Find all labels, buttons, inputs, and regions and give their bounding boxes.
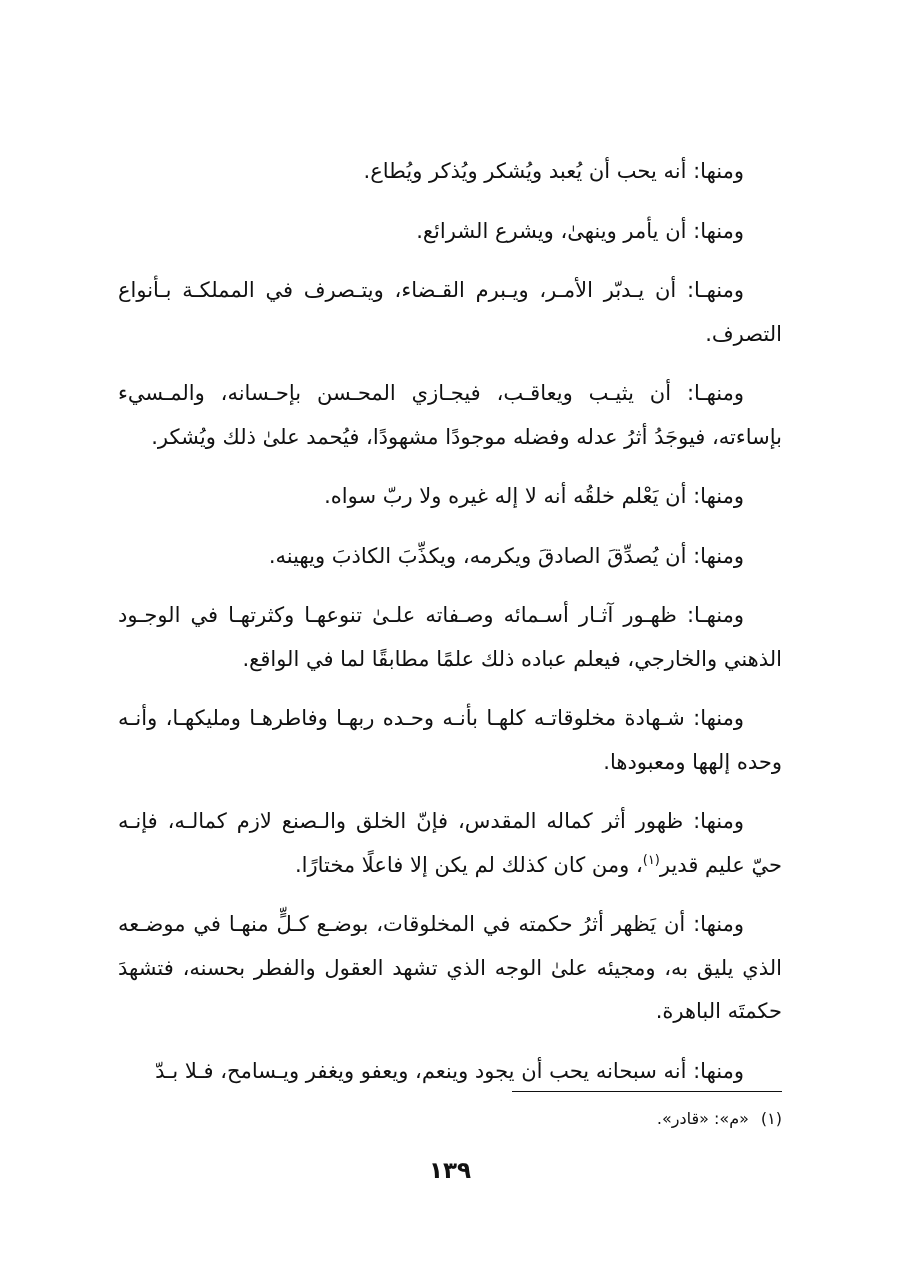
paragraph-9-text-start: ومنها: ظهور أثر كماله المقدس، فإنّ الخلق والـصنع لازم كمالـه، فإنـه حيّ عليم قدير: [118, 809, 782, 877]
paragraph-2: ومنها: أن يأمر وينهىٰ، ويشرع الشرائع.: [416, 218, 744, 243]
paragraph-9-text-end: ، ومن كان كذلك لم يكن إلا فاعلًا مختارًا.: [294, 852, 643, 877]
paragraph-9: [118, 800, 782, 887]
footnote-number: (١): [760, 1109, 782, 1128]
paragraph-8: ومنها: شـهادة مخلوقاتـه كلهـا بأنـه وحـده ربهـا وفاطرهـا ومليكهـا، وأنـه وحده إلهها ومعبودها.: [118, 706, 782, 774]
paragraph-5: ومنها: أن يَعْلم خلقُه أنه لا إله غيره ولا ربّ سواه.: [324, 484, 744, 508]
main-text: [118, 150, 782, 1093]
footnote-text: «م»: «قادر».: [656, 1109, 749, 1128]
paragraph-4: ومنهـا: أن يثيـب ويعاقـب، فيجـازي المحـسن بإحـسانه، والمـسيء بإساءته، فيوجَدُ أثرُ عدله وفضله موجودًا مشهودًا، فيُحمد علىٰ ذلك ويُشكر.: [118, 381, 782, 449]
paragraph-1: ومنها: أنه يحب أن يُعبد ويُشكر ويُذكر ويُطاع.: [363, 159, 744, 183]
paragraph-6: ومنها: أن يُصدِّقَ الصادقَ ويكرمه، ويكذِّبَ الكاذبَ ويهينه.: [268, 543, 744, 568]
paragraph-10: ومنها: أن يَظهر أثرُ حكمته في المخلوقات، بوضـع كـلٍّ منهـا في موضـعه الذي يليق به، ومجيئه علىٰ الوجه الذي تشهد العقول والفطر بحسنه، فتشهدَ حكمتَه الباهرة.: [118, 912, 782, 1023]
paragraph-3: ومنهـا: أن يـدبّر الأمـر، ويـبرم القـضاء، ويتـصرف في المملكـة بـأنواع التصرف.: [118, 278, 782, 346]
paragraph-11: ومنها: أنه سبحانه يحب أن يجود وينعم، ويعفو ويغفر ويـسامح، فـلا بـدّ: [155, 1058, 744, 1083]
footnote-reference[interactable]: (١): [642, 852, 660, 868]
paragraph-7: ومنهـا: ظهـور آثـار أسـمائه وصـفاته علـىٰ تنوعهـا وكثرتهـا في الوجـود الذهني والخارجي، فيعلم عباده ذلك علمًا مطابقًا لما في الواقع.: [118, 603, 782, 671]
page-number: ١٣٩: [428, 1158, 472, 1184]
footnote-separator: [512, 1091, 782, 1092]
footnote: [118, 1106, 782, 1132]
